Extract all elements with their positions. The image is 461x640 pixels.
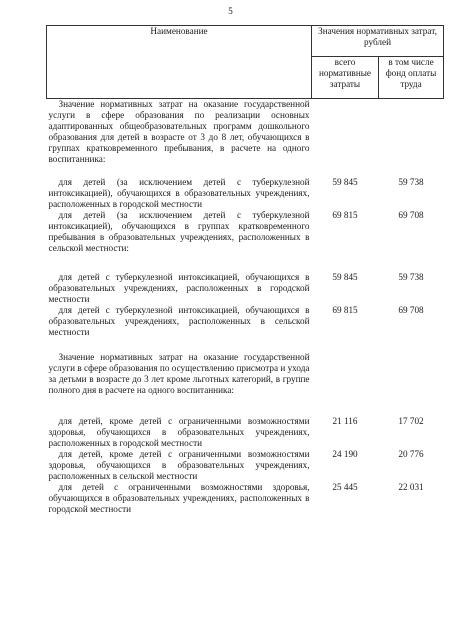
header-col-total: всего нормативные затраты (312, 57, 379, 99)
section-title: Значение нормативных затрат на оказание государственной услуги в сфере образования по осуществлению присмотра и ухода за детьми в возрасте до 3 лет кроме льготных категорий, в группе полного дня в расчете на одного воспитанника: (48, 352, 310, 395)
header-name: Наименование (47, 26, 312, 99)
row-payroll: 17 702 (398, 416, 424, 426)
row-total: 25 445 (332, 482, 358, 492)
row-payroll: 69 708 (398, 305, 424, 315)
row-payroll: 59 738 (398, 177, 424, 187)
row-payroll: 69 708 (398, 210, 424, 220)
section-title: Значение нормативных затрат на оказание государственной услуги в сфере образования по реализации основных адаптированных общеобразовательных программ дошкольного образования для детей в возрасте от 3 до 8 лет, обучающихся в группах кратковременного пребывания, в расчете на одного воспитанника: (48, 99, 310, 164)
row-name: для детей с туберкулезной интоксикацией, обучающихся в образовательных учреждениях, расположенных в сельской местности (48, 305, 310, 337)
page-number: 5 (228, 6, 233, 16)
table-header-row (47, 26, 444, 57)
normative-costs-table (46, 25, 444, 515)
row-name: для детей (за исключением детей с туберкулезной интоксикацией), обучающихся в группах кратковременного пребывания в образовательных учреждениях, расположенных в сельской местности: (48, 210, 310, 253)
row-name: для детей с ограниченными возможностями здоровья, обучающихся в образовательных учреждениях, расположенных в городской местности (48, 482, 310, 514)
table-row (47, 272, 444, 305)
row-name: для детей (за исключением детей с туберкулезной интоксикацией), обучающихся в образовательных учреждениях, расположенных в городской местности (48, 177, 310, 209)
row-payroll: 22 031 (398, 482, 424, 492)
row-name: для детей с туберкулезной интоксикацией, обучающихся в образовательных учреждениях, расположенных в городской местности (48, 272, 310, 304)
row-total: 69 815 (332, 305, 358, 315)
row-payroll: 20 776 (398, 449, 424, 459)
table-row (47, 482, 444, 515)
table-row (47, 210, 444, 254)
row-total: 59 845 (332, 177, 358, 187)
table-row (47, 416, 444, 449)
section-title-row (47, 352, 444, 396)
table-row (47, 449, 444, 482)
header-values-group: Значения нормативных затрат, рублей (312, 26, 444, 57)
row-total: 59 845 (332, 272, 358, 282)
row-total: 24 190 (332, 449, 358, 459)
section-title-row (47, 99, 444, 166)
table-row (47, 305, 444, 338)
row-total: 69 815 (332, 210, 358, 220)
header-col-payroll: в том числе фонд оплаты труда (379, 57, 444, 99)
row-name: для детей, кроме детей с ограниченными возможностями здоровья, обучающихся в образовательных учреждениях, расположенных в городской местности (48, 416, 310, 448)
row-total: 21 116 (332, 416, 358, 426)
table-row (47, 177, 444, 210)
row-payroll: 59 738 (398, 272, 424, 282)
row-name: для детей, кроме детей с ограниченными возможностями здоровья, обучающихся в образовательных учреждениях, расположенных в сельской местности (48, 449, 310, 481)
